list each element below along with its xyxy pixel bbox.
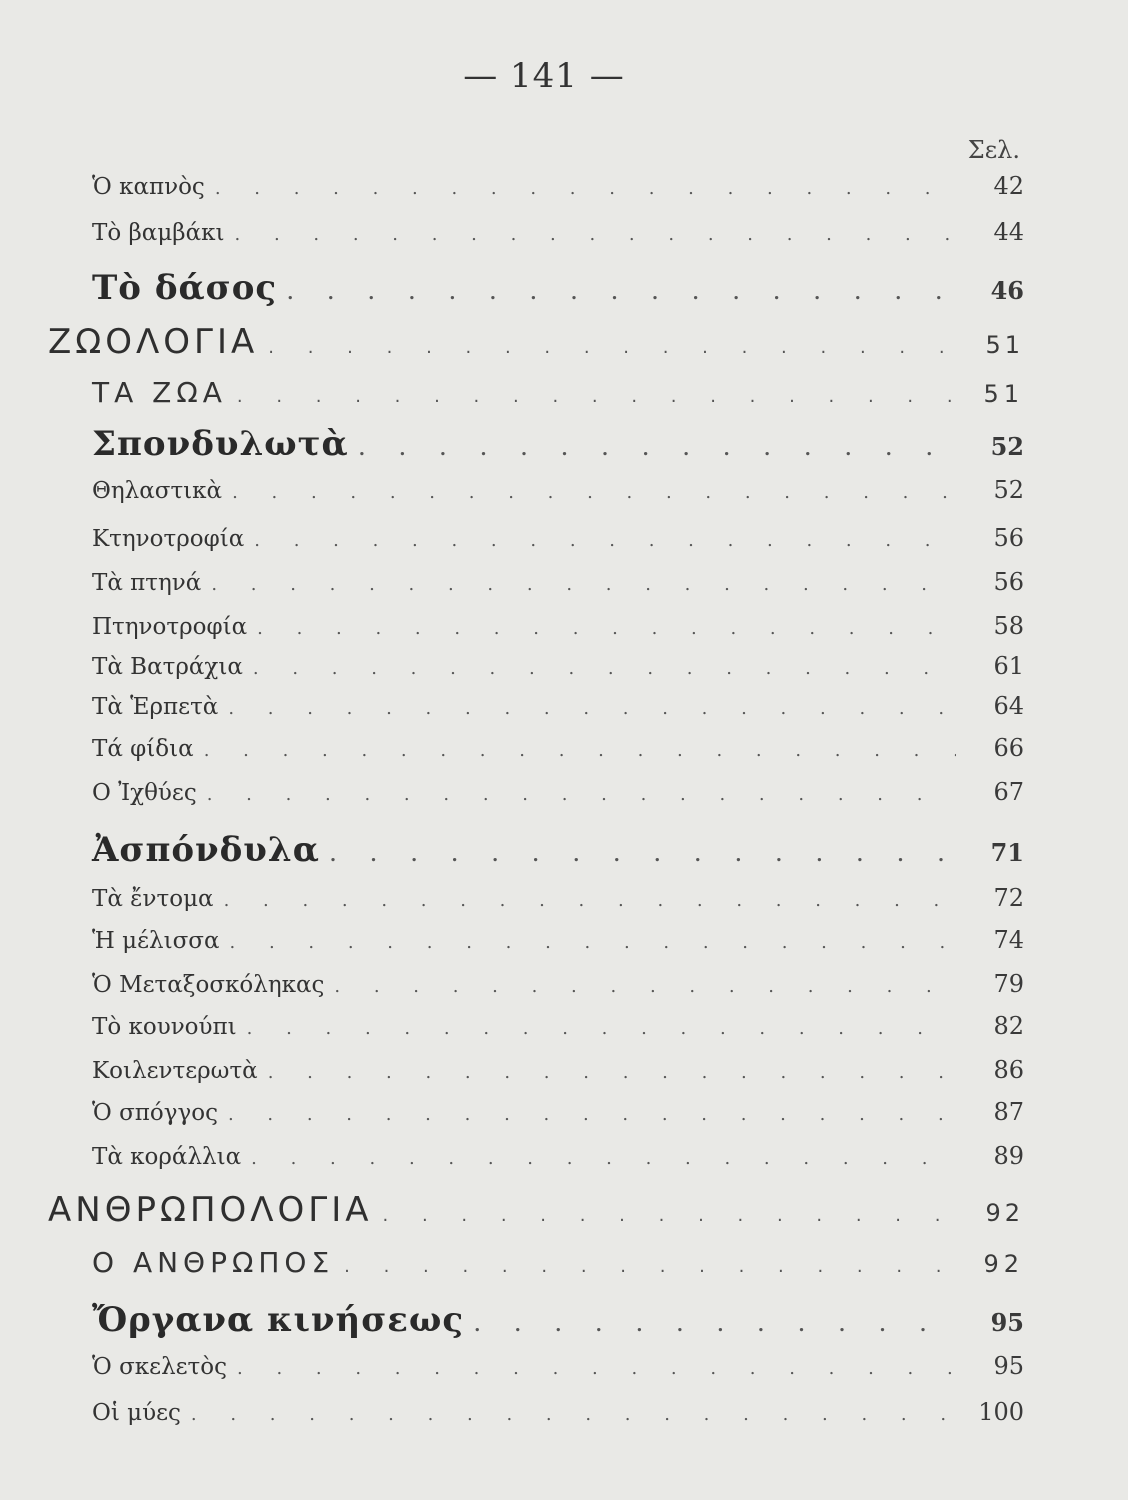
toc-entry [92,172,1024,200]
toc-entry [92,926,1024,954]
toc-entry-title: Κοιλεντερωτὰ [92,1058,258,1084]
dot-leader [235,224,957,245]
toc-entry-title: ΑΝΘΡΩΠΟΛΟΓΙΑ [48,1190,373,1230]
dot-leader [224,890,956,911]
toc-entry-title: Ὁ καπνὸς [92,174,205,200]
page-number: — 141 — [463,56,625,96]
toc-entry-page: 82 [993,1012,1024,1040]
dot-leader [237,1358,956,1379]
toc-entry-title: Θηλαστικὰ [92,478,223,504]
dot-leader [232,482,956,503]
toc-entry-title: Ἀσπόνδυλα [92,830,320,870]
toc-entry-page: 56 [993,568,1024,596]
toc-entry-page: 52 [993,476,1024,504]
toc-entry [92,652,1024,680]
toc-entry [92,568,1024,596]
toc-entry-title: Τὰ ἔντομα [92,886,214,912]
toc-entry-page: 74 [993,926,1024,954]
dot-leader [207,784,956,805]
dot-leader [268,1062,956,1083]
dot-leader [215,178,956,199]
toc-entry [92,612,1024,640]
dot-leader [257,618,956,639]
toc-entry-title: Τὰ Ἑρπετὰ [92,694,219,720]
toc-entry-title: Τὰ κοράλλια [92,1144,242,1170]
toc-entry-title: Οἱ μύες [92,1400,181,1426]
dot-leader [334,976,956,997]
toc-entry-page: 86 [993,1056,1024,1084]
toc-entry-title: Ὁ Μεταξοσκόληκας [92,972,325,998]
toc-entry [92,692,1024,720]
toc-entry [92,1142,1024,1170]
toc-entry-page: 67 [993,778,1024,806]
dot-leader [253,658,956,679]
dot-leader [191,1404,956,1425]
toc-entry [92,830,1024,870]
dot-leader [247,1018,956,1039]
toc-entry-title: Ο Ἰχθύες [92,780,197,806]
toc-entry [92,970,1024,998]
dot-leader [230,932,956,953]
toc-entry [92,476,1024,504]
toc-entry-title: Τὸ βαμβάκι [92,220,225,246]
toc-entry [92,1012,1024,1040]
toc-entry-title: Ὁ σκελετὸς [92,1354,228,1380]
dot-leader [383,1205,956,1226]
toc-entry-title: Ο ΑΝΘΡΩΠΟΣ [92,1246,335,1279]
toc-entry [92,424,1024,464]
dot-leader [251,1148,956,1169]
toc-entry-title: Ἡ μέλισσα [92,928,220,954]
toc-entry-title: Κτηνοτροφία [92,526,245,552]
toc-entry [92,1056,1024,1084]
toc-entry [92,1098,1024,1126]
toc-entry-title: ΖΩΟΛΟΓΙΑ [48,322,259,362]
toc-entry-title: Τὰ Βατράχια [92,654,243,680]
toc-entry [48,1190,1024,1230]
toc-entry-page: 92 [983,1250,1024,1278]
dot-leader [228,698,956,719]
toc-entry-page: 42 [993,172,1024,200]
dot-leader [254,530,956,551]
toc-entry [92,376,1024,409]
toc-entry [48,322,1024,362]
toc-entry-page: 95 [990,1308,1024,1337]
toc-entry-page: 71 [990,838,1024,867]
toc-entry-page: 51 [983,380,1024,408]
toc-entry-page: 79 [993,970,1024,998]
page-column-header: Σελ. [967,136,1020,164]
dot-leader [287,283,956,304]
toc-entry-page: 52 [990,432,1024,461]
toc-entry-title: Τὰ πτηνά [92,570,202,596]
dot-leader [228,1104,956,1125]
toc-entry-page: 72 [993,884,1024,912]
toc-entry-title: Ὄργανα κινήσεως [92,1300,465,1340]
dot-leader [330,845,956,866]
toc-entry-title: Τά φίδια [92,736,194,762]
toc-entry-page: 87 [993,1098,1024,1126]
dot-leader [204,740,956,761]
dot-leader [474,1315,956,1336]
dot-leader [237,386,956,407]
toc-entry-page: 58 [993,612,1024,640]
toc-entry-page: 56 [993,524,1024,552]
toc-entry [92,884,1024,912]
toc-entry [92,1398,1024,1426]
toc-entry [92,524,1024,552]
toc-entry-page: 46 [990,276,1024,305]
toc-entry-page: 64 [993,692,1024,720]
toc-entry [92,268,1024,308]
toc-entry-page: 92 [985,1199,1024,1227]
toc-entry-page: 100 [978,1398,1024,1426]
toc-entry-title: Τὸ κουνούπι [92,1014,237,1040]
toc-entry-page: 89 [993,1142,1024,1170]
toc-entry-title: Πτηνοτροφία [92,614,248,640]
toc-entry [92,1246,1024,1279]
toc-entry-title: ΤΑ ΖΩΑ [92,376,227,409]
toc-entry-title: Τὸ δάσος [92,268,278,308]
toc-entry-page: 95 [993,1352,1024,1380]
toc-entry [92,1352,1024,1380]
dot-leader [344,1256,956,1277]
toc-entry [92,778,1024,806]
toc-entry-page: 51 [985,331,1024,359]
toc-entry-title: Σπονδυλωτὰ [92,424,349,464]
dot-leader [211,574,956,595]
toc-entry-page: 66 [993,734,1024,762]
toc-entry-page: 44 [993,218,1024,246]
toc-entry [92,218,1024,246]
toc-entry [92,734,1024,762]
dot-leader [359,439,956,460]
toc-entry-title: Ὁ σπόγγος [92,1100,218,1126]
dot-leader [268,337,956,358]
toc-entry [92,1300,1024,1340]
toc-entry-page: 61 [993,652,1024,680]
